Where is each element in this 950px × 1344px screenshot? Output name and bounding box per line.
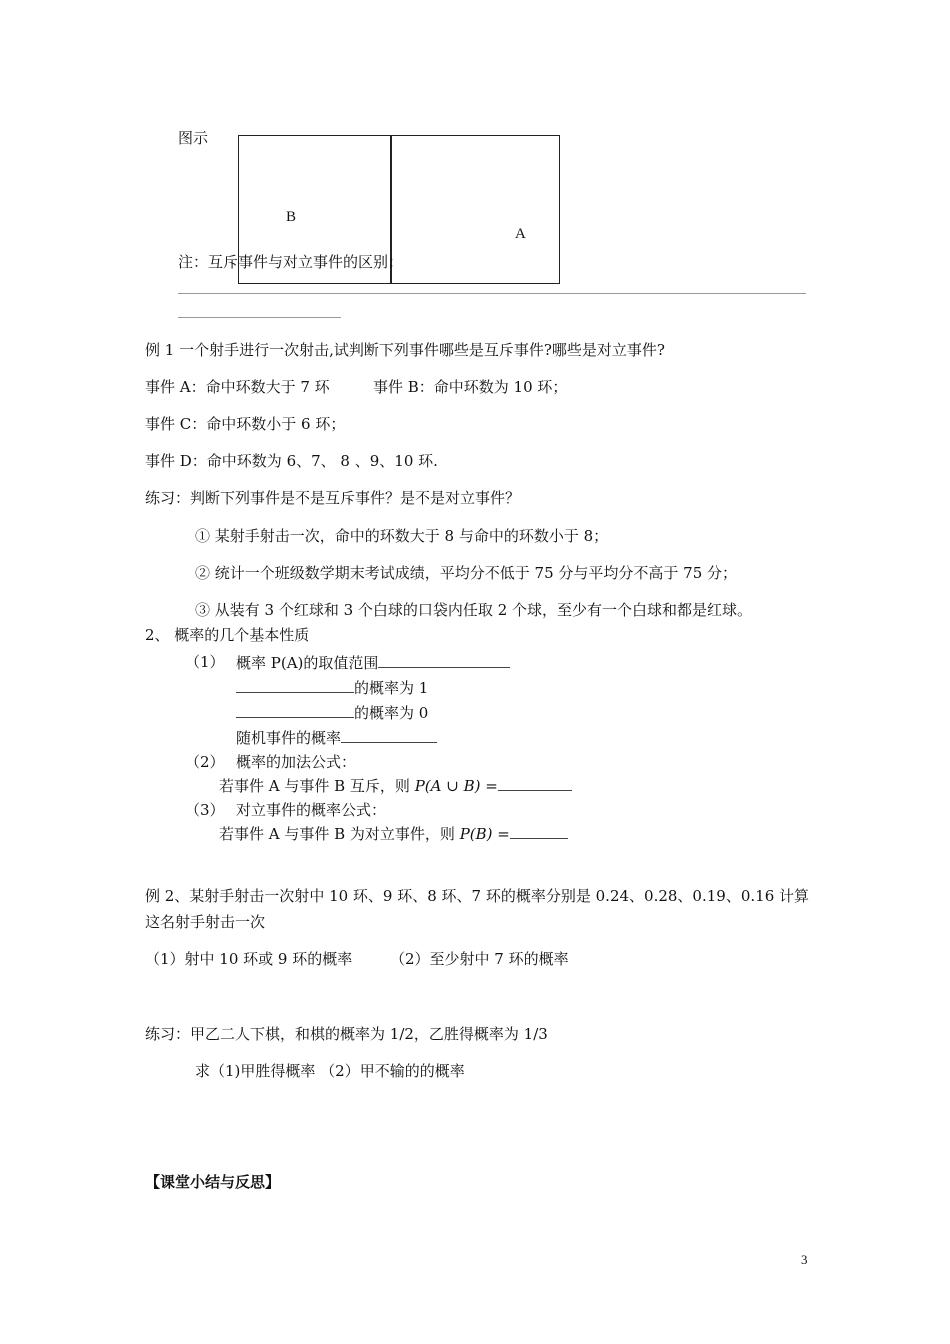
exercise1-item-1: ① 某射手射击一次，命中的环数大于 8 与命中的环数小于 8； xyxy=(195,527,609,545)
example1-event-c: 事件 C：命中环数小于 6 环； xyxy=(145,415,346,433)
property-1-random xyxy=(236,727,437,748)
example2-question-1: （1）射中 10 环或 9 环的概率 xyxy=(145,950,353,968)
property-1-impossible xyxy=(236,702,428,723)
property-1-certain xyxy=(236,677,428,698)
note-text: 注：互斥事件与对立事件的区别： xyxy=(178,253,404,271)
property-2-formula xyxy=(219,775,572,796)
exercise1-title: 练习：判断下列事件是不是互斥事件？是不是对立事件？ xyxy=(145,489,521,507)
section2-title: 2、 概率的几个基本性质 xyxy=(145,626,310,644)
example2-line-2: 这名射手射击一次 xyxy=(145,913,266,931)
property-1-range xyxy=(236,652,510,673)
exercise2-line-2: 求（1)甲胜得概率 （2）甲不输的的概率 xyxy=(195,1062,465,1080)
example1-event-b: 事件 B：命中环数为 10 环； xyxy=(373,378,568,396)
property-3-text: 对立事件的概率公式： xyxy=(236,801,387,819)
property-1-number: （1） xyxy=(185,653,225,671)
example2-question-2: （2）至少射中 7 环的概率 xyxy=(390,950,569,968)
addition-formula-math: P(A ∪ B) = xyxy=(414,777,498,795)
certain-event-blank xyxy=(236,677,354,693)
example1-title: 例 1 一个射手进行一次射击,试判断下列事件哪些是互斥事件?哪些是对立事件? xyxy=(145,341,665,359)
example1-event-a: 事件 A：命中环数大于 7 环 xyxy=(145,378,330,396)
region-a-box xyxy=(390,135,560,284)
diagram-label-a: A xyxy=(515,226,526,242)
certain-event-text: 的概率为 1 xyxy=(354,679,429,697)
complement-formula-text: 若事件 A 与事件 B 为对立事件，则 xyxy=(219,825,455,843)
random-event-blank xyxy=(341,727,437,743)
property-3-number: （3） xyxy=(185,801,225,819)
addition-formula-blank xyxy=(498,775,572,791)
property-3-formula xyxy=(219,823,568,844)
example2-line-1: 例 2、某射手射击一次射中 10 环、9 环、8 环、7 环的概率分别是 0.24、0.28、0.19、0.16 计算 xyxy=(145,887,810,905)
random-event-text: 随机事件的概率 xyxy=(236,729,342,747)
property-1-range-text: 概率 P(A)的取值范围 xyxy=(236,654,379,672)
complement-formula-blank xyxy=(510,823,568,839)
example1-event-d: 事件 D：命中环数为 6、7、 8 、9、10 环. xyxy=(145,452,438,470)
exercise2-line-1: 练习：甲乙二人下棋，和棋的概率为 1/2，乙胜得概率为 1/3 xyxy=(145,1025,548,1043)
summary-title: 【课堂小结与反思】 xyxy=(145,1173,281,1191)
page-number: 3 xyxy=(801,1252,808,1267)
diagram-label-b: B xyxy=(286,209,297,225)
range-blank xyxy=(378,652,510,668)
property-2-number: （2） xyxy=(185,753,225,771)
addition-formula-text: 若事件 A 与事件 B 互斥，则 xyxy=(219,777,410,795)
complement-formula-math: P(B) = xyxy=(459,825,510,843)
exercise1-item-2: ② 统计一个班级数学期末考试成绩，平均分不低于 75 分与平均分不高于 75 分； xyxy=(195,564,738,582)
diagram-caption: 图示 xyxy=(178,129,209,147)
answer-line-1 xyxy=(178,293,806,294)
exercise1-item-3: ③ 从装有 3 个红球和 3 个白球的口袋内任取 2 个球，至少有一个白球和都是红球。 xyxy=(195,601,753,619)
answer-line-2 xyxy=(178,317,341,318)
property-2-text: 概率的加法公式： xyxy=(236,753,357,771)
impossible-event-blank xyxy=(236,702,354,718)
impossible-event-text: 的概率为 0 xyxy=(354,704,429,722)
